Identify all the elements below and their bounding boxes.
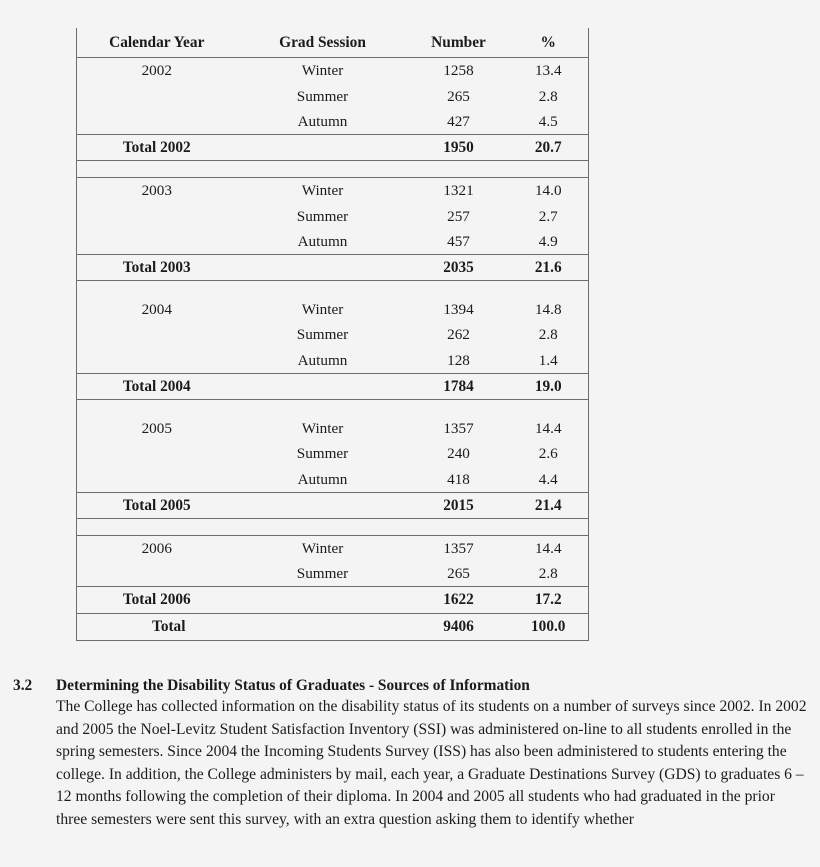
cell-percent: 14.8 — [509, 281, 589, 323]
cell-subtotal-blank — [237, 492, 409, 518]
cell-session: Winter — [301, 420, 344, 438]
cell-grand-total-blank — [237, 613, 409, 640]
cell-session: Winter — [301, 62, 344, 80]
cell-percent: 4.4 — [509, 467, 589, 493]
table-row — [77, 281, 589, 323]
cell-subtotal-label: Total 2003 — [77, 254, 237, 280]
cell-number: 1357 — [443, 540, 474, 558]
cell-grand-total-label: Total — [77, 613, 237, 640]
cell-number: 265 — [447, 87, 470, 105]
cell-subtotal-percent: 17.2 — [509, 587, 589, 613]
cell-year — [77, 84, 237, 109]
cell-session: Autumn — [297, 112, 348, 130]
cell-percent: 2.8 — [509, 561, 589, 587]
column-header-percent: % — [509, 28, 589, 58]
cell-subtotal-number: 1950 — [409, 135, 509, 161]
cell-number: 1394 — [443, 301, 474, 319]
table-row — [77, 204, 589, 229]
column-header-grad-session: Grad Session — [237, 28, 409, 58]
cell-session: Summer — [296, 207, 349, 225]
cell-session: Autumn — [297, 351, 348, 369]
cell-session: Winter — [301, 182, 344, 200]
cell-year: 2005 — [77, 400, 237, 442]
cell-number: 1258 — [443, 62, 474, 80]
column-header-calendar-year: Calendar Year — [77, 28, 237, 58]
cell-year — [77, 322, 237, 347]
table-row — [77, 536, 589, 562]
cell-subtotal-label: Total 2006 — [77, 587, 237, 613]
graduates-by-session-table-container — [76, 28, 588, 641]
cell-percent: 14.4 — [509, 536, 589, 562]
table-subtotal-row — [77, 373, 589, 399]
cell-percent: 14.4 — [509, 400, 589, 442]
column-header-number: Number — [409, 28, 509, 58]
spacer-cell — [409, 519, 509, 536]
spacer-cell — [77, 519, 237, 536]
section-number: 3.2 — [13, 677, 33, 694]
table-row — [77, 109, 589, 135]
cell-percent: 4.5 — [509, 109, 589, 135]
cell-number: 240 — [447, 445, 470, 463]
cell-subtotal-blank — [237, 587, 409, 613]
table-row — [77, 322, 589, 347]
cell-subtotal-blank — [237, 135, 409, 161]
cell-year — [77, 229, 237, 255]
spacer-cell — [237, 519, 409, 536]
cell-year — [77, 109, 237, 135]
cell-subtotal-number: 1784 — [409, 373, 509, 399]
cell-percent: 2.7 — [509, 204, 589, 229]
cell-number: 1357 — [443, 420, 474, 438]
cell-number: 262 — [447, 326, 470, 344]
cell-subtotal-percent: 21.6 — [509, 254, 589, 280]
cell-subtotal-blank — [237, 254, 409, 280]
cell-percent: 14.0 — [509, 178, 589, 204]
spacer-cell — [77, 161, 237, 178]
cell-year — [77, 204, 237, 229]
cell-year — [77, 467, 237, 493]
table-subtotal-row — [77, 254, 589, 280]
cell-number: 265 — [447, 565, 470, 583]
cell-number: 457 — [447, 232, 470, 250]
cell-session: Summer — [296, 445, 349, 463]
cell-year — [77, 441, 237, 466]
cell-percent: 2.8 — [509, 322, 589, 347]
cell-percent: 4.9 — [509, 229, 589, 255]
table-row — [77, 561, 589, 587]
table-row — [77, 84, 589, 109]
cell-year: 2006 — [77, 536, 237, 562]
cell-grand-total-number: 9406 — [409, 613, 509, 640]
cell-session: Winter — [301, 301, 344, 319]
table-subtotal-row — [77, 587, 589, 613]
table-row — [77, 441, 589, 466]
table-row — [77, 467, 589, 493]
cell-grand-total-percent: 100.0 — [509, 613, 589, 640]
section-title: Determining the Disability Status of Graduates - Sources of Information — [56, 677, 530, 694]
graduates-by-session-table — [76, 28, 589, 641]
table-group-spacer — [77, 519, 589, 536]
cell-subtotal-blank — [237, 373, 409, 399]
cell-subtotal-number: 1622 — [409, 587, 509, 613]
cell-number: 257 — [447, 207, 470, 225]
cell-subtotal-number: 2015 — [409, 492, 509, 518]
cell-year: 2003 — [77, 178, 237, 204]
cell-session: Winter — [301, 540, 344, 558]
cell-number: 418 — [447, 470, 470, 488]
table-subtotal-row — [77, 135, 589, 161]
table-row — [77, 400, 589, 442]
section-body-paragraph: The College has collected information on the disability status of its students on a number of surveys since 2002. In 2002 and 2005 the Noel-Levitz Student Satisfaction Inventory (SSI) was administered on-line to all students enrolled in the spring semesters. Since 2004 the Incoming Students Survey (ISS) has also been administered to students entering the college. In addition, the College administers by mail, each year, a Graduate Destinations Survey (GDS) to graduates 6 – 12 months following the completion of their diploma. In 2004 and 2005 all students who had graduated in the prior three semesters were sent this survey, with an extra question asking them to identify whether — [56, 698, 807, 828]
spacer-cell — [509, 519, 589, 536]
cell-year: 2002 — [77, 58, 237, 84]
table-group-spacer — [77, 161, 589, 178]
cell-subtotal-percent: 21.4 — [509, 492, 589, 518]
table-subtotal-row — [77, 492, 589, 518]
cell-session: Summer — [296, 326, 349, 344]
cell-subtotal-percent: 20.7 — [509, 135, 589, 161]
cell-session: Summer — [296, 87, 349, 105]
cell-number: 128 — [447, 351, 470, 369]
cell-subtotal-label: Total 2002 — [77, 135, 237, 161]
table-header-row — [77, 28, 589, 58]
cell-percent: 2.8 — [509, 84, 589, 109]
cell-number: 427 — [447, 112, 470, 130]
table-row — [77, 348, 589, 374]
cell-session: Summer — [296, 565, 349, 583]
cell-subtotal-number: 2035 — [409, 254, 509, 280]
cell-subtotal-percent: 19.0 — [509, 373, 589, 399]
cell-percent: 13.4 — [509, 58, 589, 84]
cell-session: Autumn — [297, 470, 348, 488]
cell-percent: 2.6 — [509, 441, 589, 466]
cell-number: 1321 — [443, 182, 474, 200]
spacer-cell — [509, 161, 589, 178]
table-row — [77, 58, 589, 84]
table-row — [77, 178, 589, 204]
cell-percent: 1.4 — [509, 348, 589, 374]
section-3-2 — [0, 676, 820, 832]
table-row — [77, 229, 589, 255]
cell-year: 2004 — [77, 281, 237, 323]
spacer-cell — [409, 161, 509, 178]
cell-subtotal-label: Total 2005 — [77, 492, 237, 518]
cell-year — [77, 561, 237, 587]
section-heading — [0, 676, 820, 696]
cell-subtotal-label: Total 2004 — [77, 373, 237, 399]
cell-session: Autumn — [297, 232, 348, 250]
spacer-cell — [237, 161, 409, 178]
table-grand-total-row — [77, 613, 589, 640]
cell-year — [77, 348, 237, 374]
